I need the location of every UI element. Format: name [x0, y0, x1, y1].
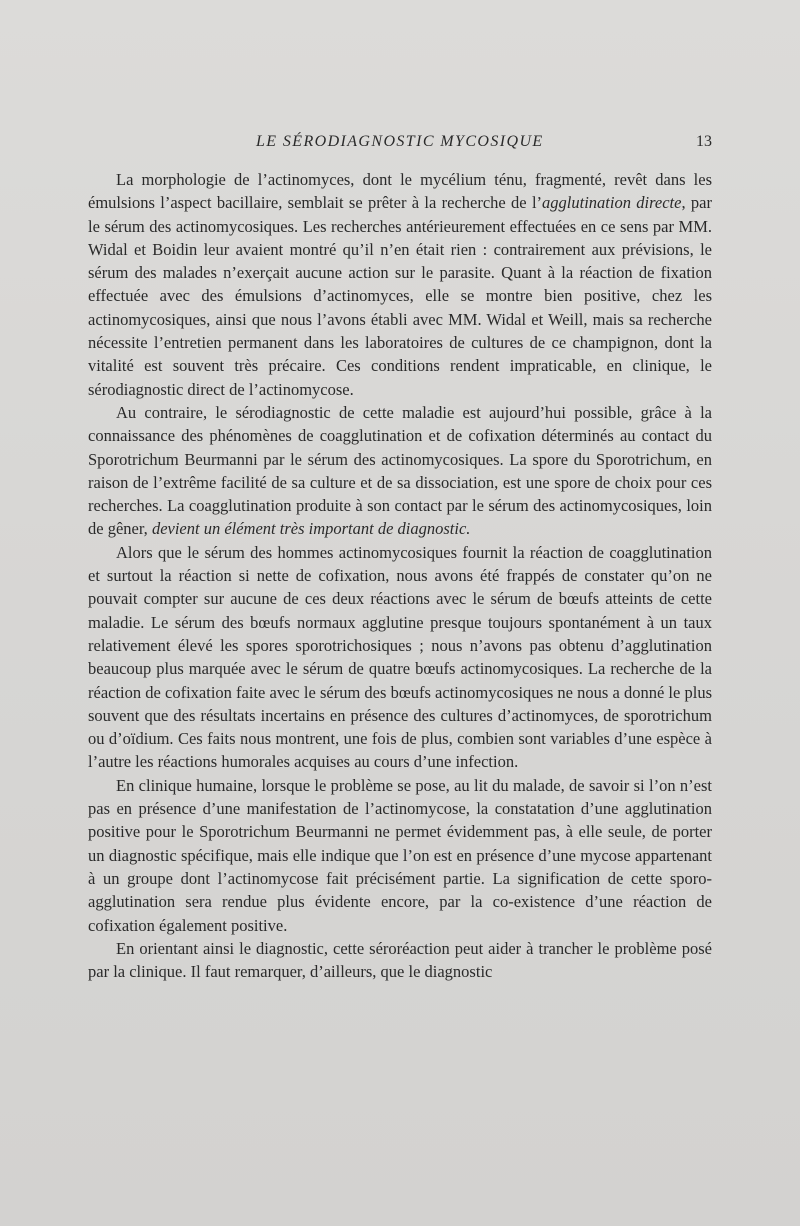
- page-number: 13: [696, 133, 712, 150]
- paragraph-2-text-a: Au contraire, le sérodiagnostic de cette maladie est aujourd’hui possible, grâce à la connaissance des phénomènes de coagglutination et de cofixation déterminés au contact du Sporotrichum Beurmanni par le sérum des actinomycosiques. La spore du Sporotrichum, en raison de l’extrême facilité de sa culture et de sa dissociation, est une spore de choix pour ces recherches. La coagglutination produite à son contact par le sérum des actinomycosiques, loin de gêner,: [88, 402, 712, 539]
- paragraph-1: [88, 168, 712, 401]
- paragraph-5-text: En orientant ainsi le diagnostic, cette séroréaction peut aider à trancher le problème posé par la clinique. Il faut remarquer, d’ailleurs, que le diagnostic: [88, 938, 712, 982]
- paragraph-3: [88, 541, 712, 774]
- page-header: [88, 133, 712, 157]
- paragraph-1-text-a: La morphologie de l’actinomyces, dont le mycélium ténu, fragmenté, revêt dans les émulsions l’aspect bacillaire, semblait se prêter à la recherche de l’: [88, 170, 712, 213]
- paragraph-2: [88, 401, 712, 541]
- paragraph-5: [88, 937, 712, 984]
- paragraph-3-text: Alors que le sérum des hommes actinomycosiques fournit la réaction de coagglutination et surtout la réaction si nette de cofixation, nous avons été frappés de constater qu’on ne pouvait compter sur aucune de ces deux réactions avec le sérum de bœufs atteints de cette maladie. Le sérum des bœufs normaux agglutine presque toujours spontanément à un taux relativement élevé les spores sporotrichosiques ; nous n’avons pas obtenu d’agglutination beaucoup plus marquée avec le sérum de quatre bœufs actinomycosiques. La recherche de la réaction de cofixation faite avec le sérum des bœufs actinomycosiques ne nous a donné le plus souvent que des résultats incertains en présence des cultures d’actinomyces, de sporotrichum ou d’oïdium. Ces faits nous montrent, une fois de plus, combien sont variables d’une espèce à l’autre les réactions humorales acquises au cours d’une infection.: [88, 542, 712, 772]
- paragraph-1-text-b: , par le sérum des actinomycosiques. Les recherches antérieurement effectuées en ce sens par MM. Widal et Boidin leur avaient montré qu’il n’en était rien : contrairement aux prévisions, le sérum des malades n’exerçait aucune action sur le parasite. Quant à la réaction de fixation effectuée avec des émulsions d’actinomyces, elle se montre bien positive, chez les actinomycosiques, ainsi que nous l’avons établi avec MM. Widal et Weill, mais sa recherche nécessite l’entretien permanent dans les laboratoires de cultures de ce champignon, dont la vitalité est souvent très précaire. Ces conditions rendent impraticable, en clinique, le sérodiagnostic direct de l’actinomycose.: [88, 193, 712, 399]
- running-head: LE SÉRODIAGNOSTIC MYCOSIQUE: [256, 133, 544, 150]
- paragraph-4-text: En clinique humaine, lorsque le problème se pose, au lit du malade, de savoir si l’on n’est pas en présence d’une manifestation de l’actinomycose, la constatation d’une agglutination positive pour le Sporotrichum Beurmanni ne permet évidemment pas, à elle seule, de porter un diagnostic spécifique, mais elle indique que l’on est en présence d’une mycose appartenant à un groupe dont l’actinomycose fait précisément partie. La signification de cette sporo-agglutination sera rendue plus évidente encore, par la co-existence d’une réaction de cofixation également positive.: [88, 775, 712, 935]
- paragraph-1-italic: agglutination directe: [542, 193, 682, 213]
- body-text: [88, 168, 712, 983]
- paragraph-4: [88, 774, 712, 937]
- paragraph-2-italic: devient un élément très important de diagnostic.: [151, 519, 471, 539]
